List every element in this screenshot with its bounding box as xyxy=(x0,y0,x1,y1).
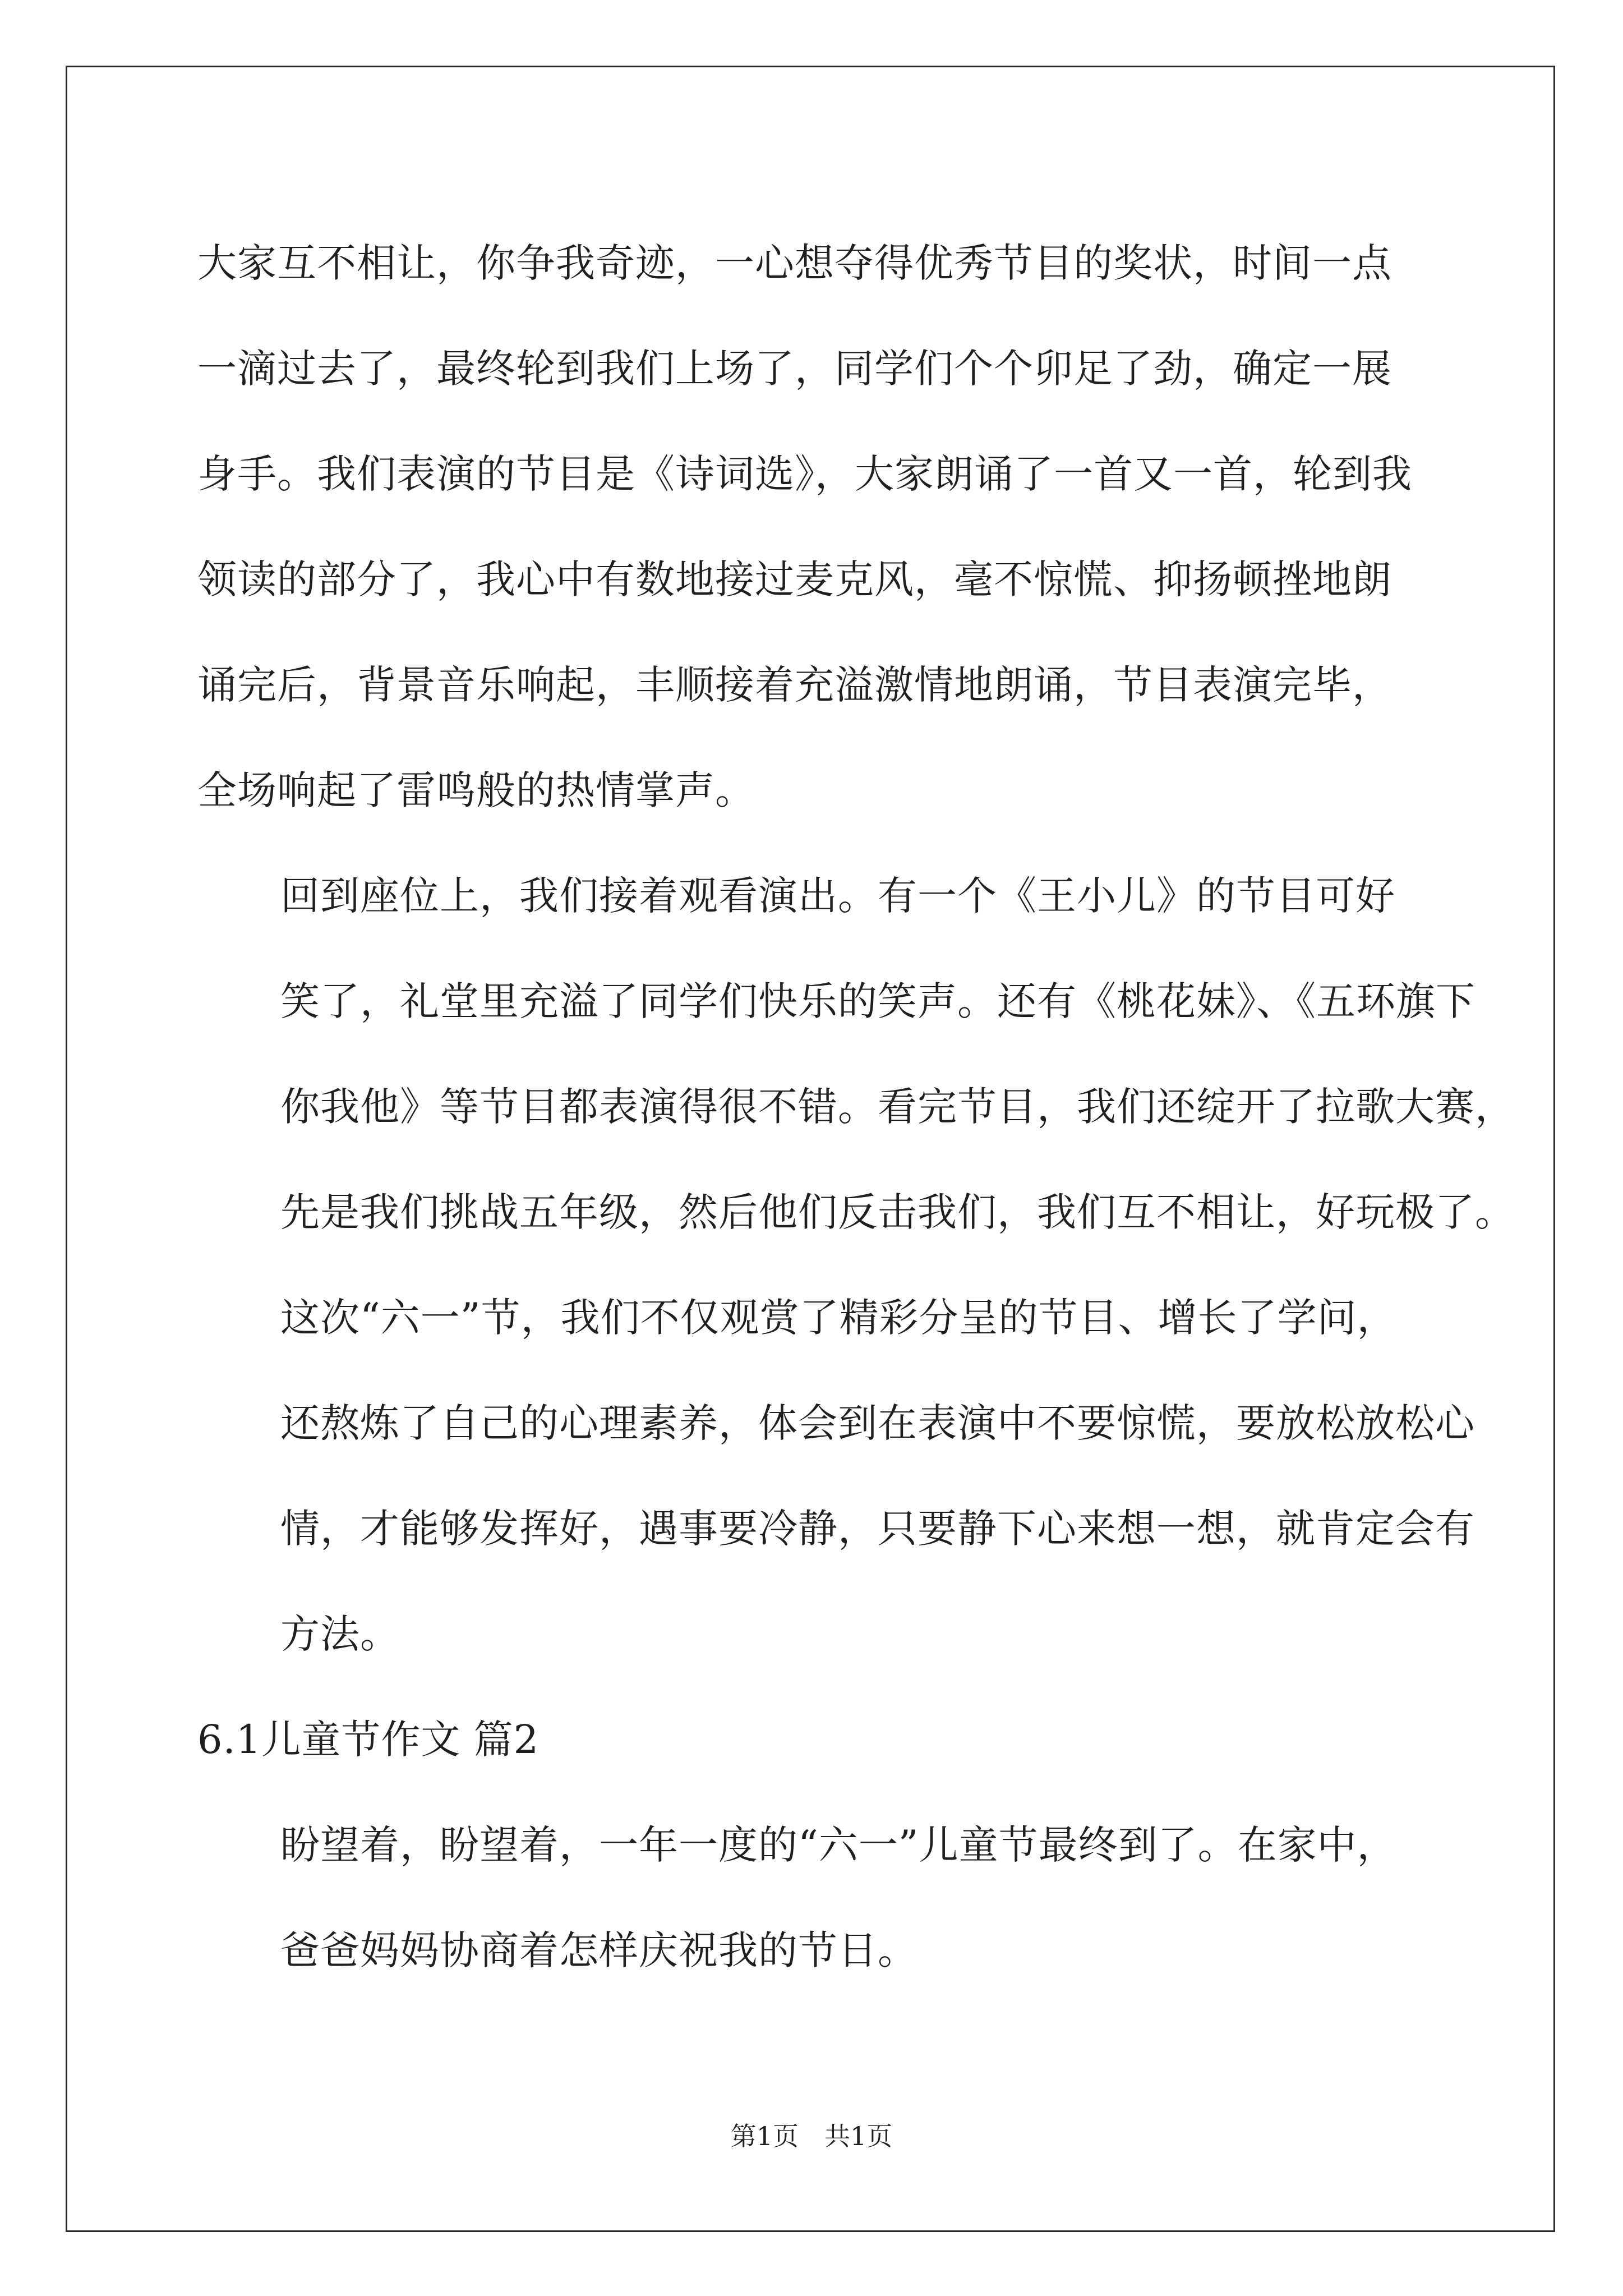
paragraphs-after-heading xyxy=(197,1792,1448,2003)
document-body xyxy=(197,210,1515,2003)
paragraph-line: 领读的部分了，我心中有数地接过麦克风，毫不惊慌、抑扬顿挫地朗 xyxy=(197,556,1392,602)
paragraph-p2 xyxy=(197,843,1515,1265)
paragraph-line: 大家互不相让，你争我奇迹，一心想夺得优秀节目的奖状，时间一点 xyxy=(197,240,1392,286)
section-heading: 6.1儿童节作文 篇2 xyxy=(197,1717,540,1763)
paragraph-line: 诵完后，背景音乐响起，丰顺接着充溢激情地朗诵，节目表演完毕， xyxy=(197,662,1392,708)
paragraph-line: 笑了，礼堂里充溢了同学们快乐的笑声。还有《桃花妹》、《五环旗下 xyxy=(280,978,1476,1024)
paragraph-line: 还熬炼了自己的心理素养，体会到在表演中不要惊慌，要放松放松心 xyxy=(280,1400,1475,1446)
paragraph-line: 身手。我们表演的节目是《诗词选》，大家朗诵了一首又一首，轮到我 xyxy=(197,451,1412,497)
paragraph-line: 你我他》等节目都表演得很不错。看完节目，我们还绽开了拉歌大赛， xyxy=(280,1084,1515,1130)
paragraph-line: 情，才能够发挥好，遇事要冷静，只要静下心来想一想，就肯定会有 xyxy=(280,1506,1475,1552)
paragraph-line: 方法。 xyxy=(280,1611,400,1657)
paragraph-p3 xyxy=(197,1265,1475,1687)
paragraph-line: 全场响起了雷鸣般的热情掌声。 xyxy=(197,767,755,813)
paragraph-line: 这次“六一”节，我们不仅观赏了精彩分呈的节目、增长了学问， xyxy=(280,1295,1397,1341)
paragraph-line: 爸爸妈妈协商着怎样庆祝我的节日。 xyxy=(280,1927,917,1973)
paragraph-line: 先是我们挑战五年级，然后他们反击我们，我们互不相让，好玩极了。 xyxy=(280,1189,1515,1235)
paragraph-line: 回到座位上，我们接着观看演出。有一个《王小儿》的节目可好 xyxy=(280,873,1395,919)
paragraph-line: 一滴过去了，最终轮到我们上场了，同学们个个卯足了劲，确定一展 xyxy=(197,346,1392,392)
paragraph-line: 盼望着，盼望着，一年一度的“六一”儿童节最终到了。在家中， xyxy=(280,1822,1397,1868)
page-number-footer: 第1页 共1页 xyxy=(730,2121,893,2151)
paragraph-p4 xyxy=(197,1792,1448,2003)
paragraphs-before-heading xyxy=(197,210,1515,1687)
paragraph-p1 xyxy=(197,210,1448,843)
